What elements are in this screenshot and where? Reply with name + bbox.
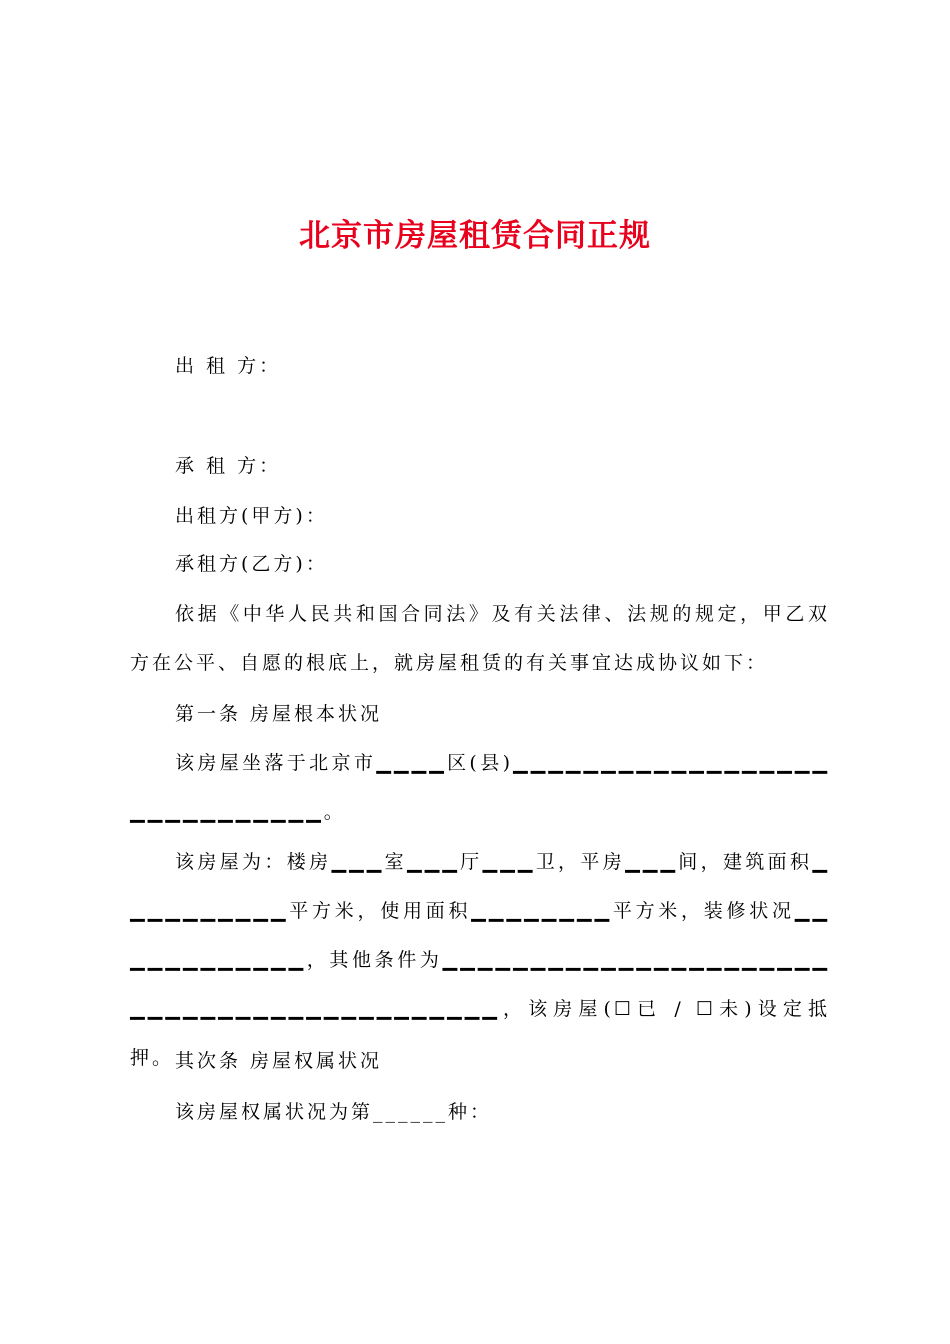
- article-1-location-paragraph: 该房屋坐落于北京市▁▁▁▁区(县)▁▁▁▁▁▁▁▁▁▁▁▁▁▁▁▁▁▁▁▁▁▁▁▁▁▁▁▁▁。: [130, 752, 830, 823]
- article-2-heading: 其次条 房屋权属状况: [175, 1050, 383, 1072]
- article-1-details-paragraph: 该房屋为：楼房▁▁▁室▁▁▁厅▁▁▁卫，平房▁▁▁间，建筑面积▁▁▁▁▁▁▁▁▁▁平方米，使用面积▁▁▁▁▁▁▁▁平方米，装修状况▁▁▁▁▁▁▁▁▁▁▁▁，其他条件为▁▁▁▁▁▁▁▁▁▁▁▁▁▁▁▁▁▁▁▁▁▁▁▁▁▁▁▁▁▁▁▁▁▁▁▁▁▁▁▁▁▁▁，该房屋(☐已 / ☐未)设定抵押。: [130, 851, 830, 1069]
- party-a-label: 出租方(甲方)：: [175, 505, 328, 527]
- lessor-label: 出 租 方：: [175, 355, 282, 377]
- lessee-label: 承 租 方：: [175, 455, 282, 477]
- document-title: 北京市房屋租赁合同正规: [299, 218, 651, 254]
- party-b-label: 承租方(乙方)：: [175, 553, 328, 575]
- preamble-paragraph: 依据《中华人民共和国合同法》及有关法律、法规的规定，甲乙双方在公平、自愿的根底上，就房屋租赁的有关事宜达成协议如下：: [130, 603, 830, 674]
- article-1-heading: 第一条 房屋根本状况: [175, 703, 383, 725]
- article-2-text: 该房屋权属状况为第______种：: [175, 1101, 493, 1123]
